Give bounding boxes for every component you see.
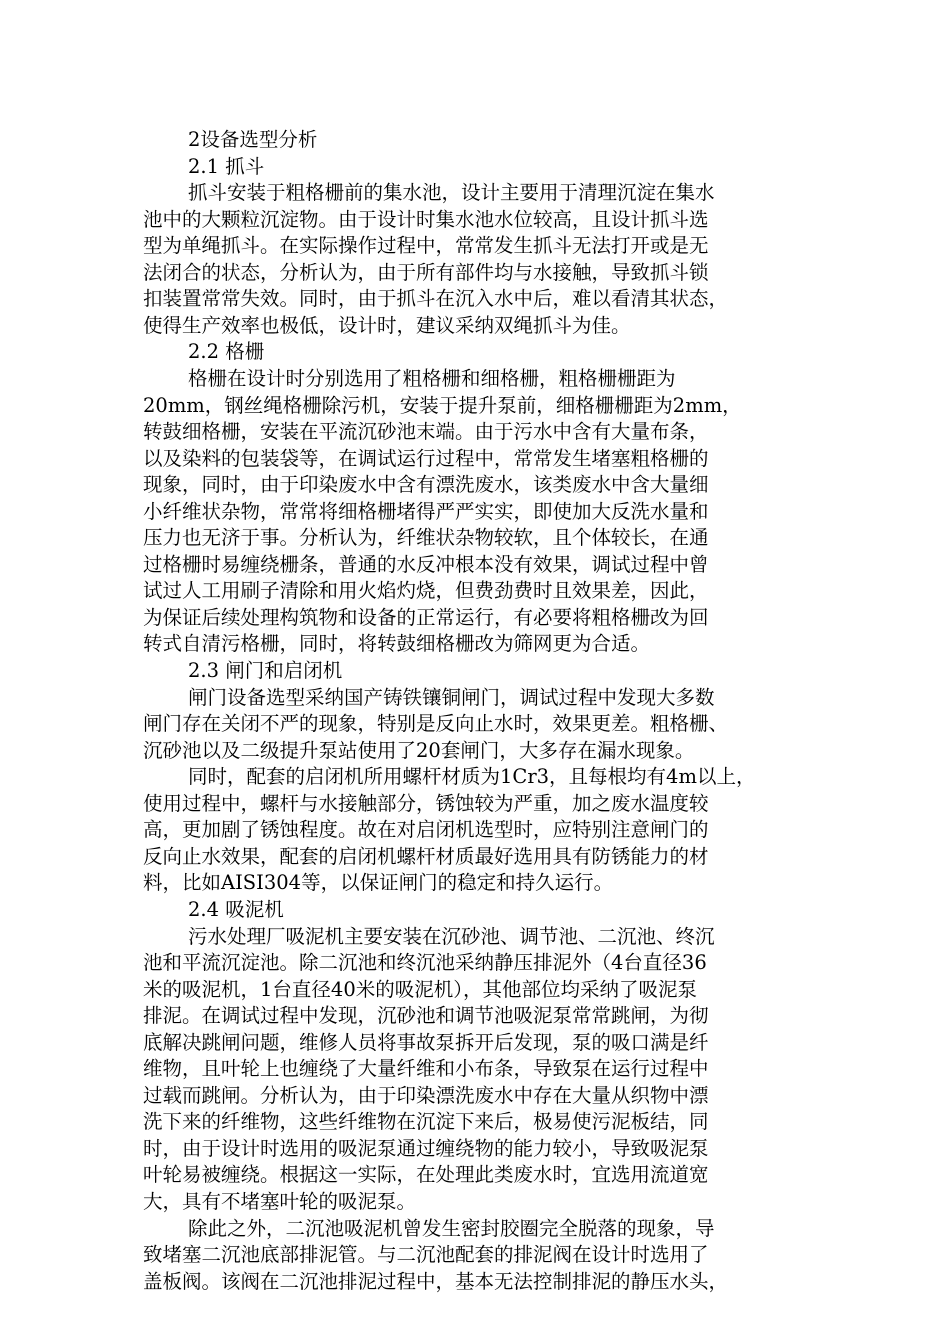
- text-line: 2.4 吸泥机: [188, 898, 284, 921]
- text-line: 2设备选型分析: [188, 128, 318, 151]
- text-line: 排泥。在调试过程中发现，沉砂池和调节池吸泥泵常常跳闸，为彻: [143, 1004, 709, 1027]
- text-line: 除此之外，二沉池吸泥机曾发生密封胶圈完全脱落的现象，导: [188, 1217, 715, 1240]
- text-line: 试过人工用刷子清除和用火焰灼烧，但费劲费时且效果差，因此，: [143, 579, 709, 602]
- text-line: 转鼓细格栅，安装在平流沉砂池末端。由于污水中含有大量布条，: [143, 420, 709, 443]
- text-line: 使得生产效率也极低，设计时，建议采纳双绳抓斗为佳。: [143, 314, 631, 337]
- text-line: 米的吸泥机，1台直径40米的吸泥机），其他部位均采纳了吸泥泵: [143, 978, 697, 1001]
- text-line: 2.2 格栅: [188, 340, 265, 363]
- text-line: 法闭合的状态，分析认为，由于所有部件均与水接触，导致抓斗锁: [143, 261, 709, 284]
- text-line: 现象，同时，由于印染废水中含有漂洗废水，该类废水中含大量细: [143, 473, 709, 496]
- text-line: 抓斗安装于粗格栅前的集水池，设计主要用于清理沉淀在集水: [188, 181, 715, 204]
- text-line: 池和平流沉淀池。除二沉池和终沉池采纳静压排泥外（4台直径36: [143, 951, 707, 974]
- text-line: 型为单绳抓斗。在实际操作过程中，常常发生抓斗无法打开或是无: [143, 234, 709, 257]
- text-line: 为保证后续处理构筑物和设备的正常运行，有必要将粗格栅改为回: [143, 606, 709, 629]
- text-line: 池中的大颗粒沉淀物。由于设计时集水池水位较高，且设计抓斗选: [143, 208, 709, 231]
- text-line: 污水处理厂吸泥机主要安装在沉砂池、调节池、二沉池、终沉: [188, 925, 715, 948]
- text-line: 压力也无济于事。分析认为，纤维状杂物较软，且个体较长，在通: [143, 526, 709, 549]
- text-line: 高，更加剧了锈蚀程度。故在对启闭机选型时，应特别注意闸门的: [143, 818, 709, 841]
- text-line: 叶轮易被缠绕。根据这一实际，在处理此类废水时，宜选用流道宽: [143, 1163, 709, 1186]
- text-line: 闸门设备选型采纳国产铸铁镶铜闸门，调试过程中发现大多数: [188, 686, 715, 709]
- text-line: 闸门存在关闭不严的现象，特别是反向止水时，效果更差。粗格栅、: [143, 712, 729, 735]
- text-line: 盖板阀。该阀在二沉池排泥过程中，基本无法控制排泥的静压水头，: [143, 1270, 729, 1293]
- text-line: 2.3 闸门和启闭机: [188, 659, 343, 682]
- text-line: 格栅在设计时分别选用了粗格栅和细格栅，粗格栅栅距为: [188, 367, 676, 390]
- text-line: 小纤维状杂物，常常将细格栅堵得严严实实，即使加大反洗水量和: [143, 500, 709, 523]
- text-line: 沉砂池以及二级提升泵站使用了20套闸门，大多存在漏水现象。: [143, 739, 695, 762]
- text-line: 料，比如AISI304等，以保证闸门的稳定和持久运行。: [143, 871, 614, 894]
- text-line: 致堵塞二沉池底部排泥管。与二沉池配套的排泥阀在设计时选用了: [143, 1243, 709, 1266]
- text-line: 同时，配套的启闭机所用螺杆材质为1Cr3，且每根均有4m以上，: [188, 765, 756, 788]
- text-line: 底解决跳闸问题，维修人员将事故泵拆开后发现，泵的吸口满是纤: [143, 1031, 709, 1054]
- text-line: 洗下来的纤维物，这些纤维物在沉淀下来后，极易使污泥板结，同: [143, 1110, 709, 1133]
- text-line: 维物，且叶轮上也缠绕了大量纤维和小布条，导致泵在运行过程中: [143, 1057, 709, 1080]
- text-line: 转式自清污格栅，同时，将转鼓细格栅改为筛网更为合适。: [143, 632, 651, 655]
- text-line: 反向止水效果，配套的启闭机螺杆材质最好选用具有防锈能力的材: [143, 845, 709, 868]
- text-line: 以及染料的包装袋等，在调试运行过程中，常常发生堵塞粗格栅的: [143, 447, 709, 470]
- text-line: 扣装置常常失效。同时，由于抓斗在沉入水中后，难以看清其状态，: [143, 287, 729, 310]
- text-line: 过载而跳闸。分析认为，由于印染漂洗废水中存在大量从织物中漂: [143, 1084, 709, 1107]
- text-line: 大，具有不堵塞叶轮的吸泥泵。: [143, 1190, 417, 1213]
- text-line: 使用过程中，螺杆与水接触部分，锈蚀较为严重，加之废水温度较: [143, 792, 709, 815]
- text-line: 20mm，钢丝绳格栅除污机，安装于提升泵前，细格栅栅距为2mm，: [143, 394, 742, 417]
- text-line: 过格栅时易缠绕栅条，普通的水反冲根本没有效果，调试过程中曾: [143, 553, 709, 576]
- text-line: 2.1 抓斗: [188, 155, 265, 178]
- text-line: 时，由于设计时选用的吸泥泵通过缠绕物的能力较小，导致吸泥泵: [143, 1137, 709, 1160]
